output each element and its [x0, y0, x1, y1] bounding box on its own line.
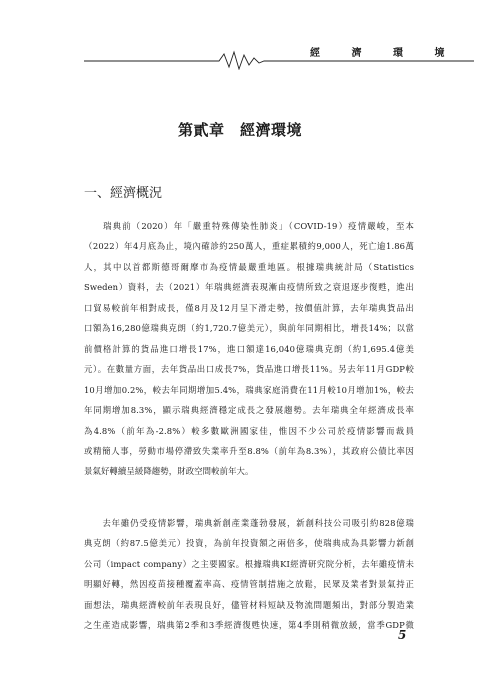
text-line: 之生產造成影響，瑞典第2季和3季經濟復甦快速，第4季則稍微放緩，當季GDP微 [84, 620, 414, 631]
paragraph-2 [84, 513, 414, 636]
text-line: Sweden）資料，去（2021）年瑞典經濟表現漸由疫情所致之衰退逐步復甦，進出 [84, 282, 414, 293]
page-number: 5 [398, 628, 407, 642]
text-line: 或精簡人事，勞動市場停滯致失業率升至8.8%（前年為8.3%），其政府公債比率因 [84, 445, 414, 456]
text-line: 去年雖仍受疫情影響，瑞典新創產業蓬勃發展，新創科技公司吸引約828億瑞 [84, 518, 414, 528]
paragraph-1 [84, 216, 414, 482]
text-line: 景氣好轉續呈緩降趨勢，財政空間較前年大。 [84, 466, 254, 477]
text-line: 典克朗（約87.5億美元）投資，為前年投資額之兩倍多，使瑞典成為具影響力新創 [84, 538, 414, 549]
text-line: 口貿易較前年相對成長，僅8月及12月呈下滑走勢，按價值計算，去年瑞典貨品出 [84, 302, 414, 313]
text-line: （2022）年4月底為止，境內確診約250萬人，重症累積約9,000人，死亡逾1.86萬 [84, 241, 414, 252]
text-line: 明顯好轉，然因疫苗接種覆蓋率高、疫情管制措施之放鬆，民眾及業者對景氣持正 [84, 579, 414, 590]
text-line: 面想法，瑞典經濟較前年表現良好，儘管材料短缺及物流問題頻出，對部分製造業 [84, 599, 414, 610]
text-line: 元）。在數量方面，去年貨品出口成長7%，貨品進口增長11%。另去年11月GDP較 [84, 364, 414, 375]
chapter-title: 第貳章 經濟環境 [177, 121, 302, 139]
text-line: 為4.8%（前年為-2.8%）較多數歐洲國家佳，惟因不少公司於疫情影響而裁員 [84, 425, 414, 436]
text-line: 年同期增加8.3%，顯示瑞典經濟穩定成長之發展趨勢。去年瑞典全年經濟成長率 [84, 405, 414, 416]
text-line: 口額為16,280億瑞典克朗（約1,720.7億美元），與前年同期相比，增長14%；以當 [84, 323, 414, 334]
header-title: 經 濟 環 境 [310, 48, 459, 59]
text-line: 瑞典前（2020）年「嚴重特殊傳染性肺炎」（COVID-19）疫情嚴峻，至本 [84, 221, 414, 231]
text-line: 前價格計算的貨品進口增長17%，進口額達16,040億瑞典克朗（約1,695.4億美 [84, 343, 414, 354]
text-line: 公司（impact company）之主要國家。根據瑞典KI經濟研究院分析，去年雖疫情未 [84, 558, 414, 569]
text-line: 10月增加0.2%，較去年同期增加5.4%，瑞典家庭消費在11月較10月增加1%，較去 [84, 384, 414, 395]
text-line: 人，其中以首都斯德哥爾摩市為疫情最嚴重地區。根據瑞典統計局（Statistics [84, 261, 414, 272]
section-heading: 一、經濟概況 [84, 186, 163, 201]
